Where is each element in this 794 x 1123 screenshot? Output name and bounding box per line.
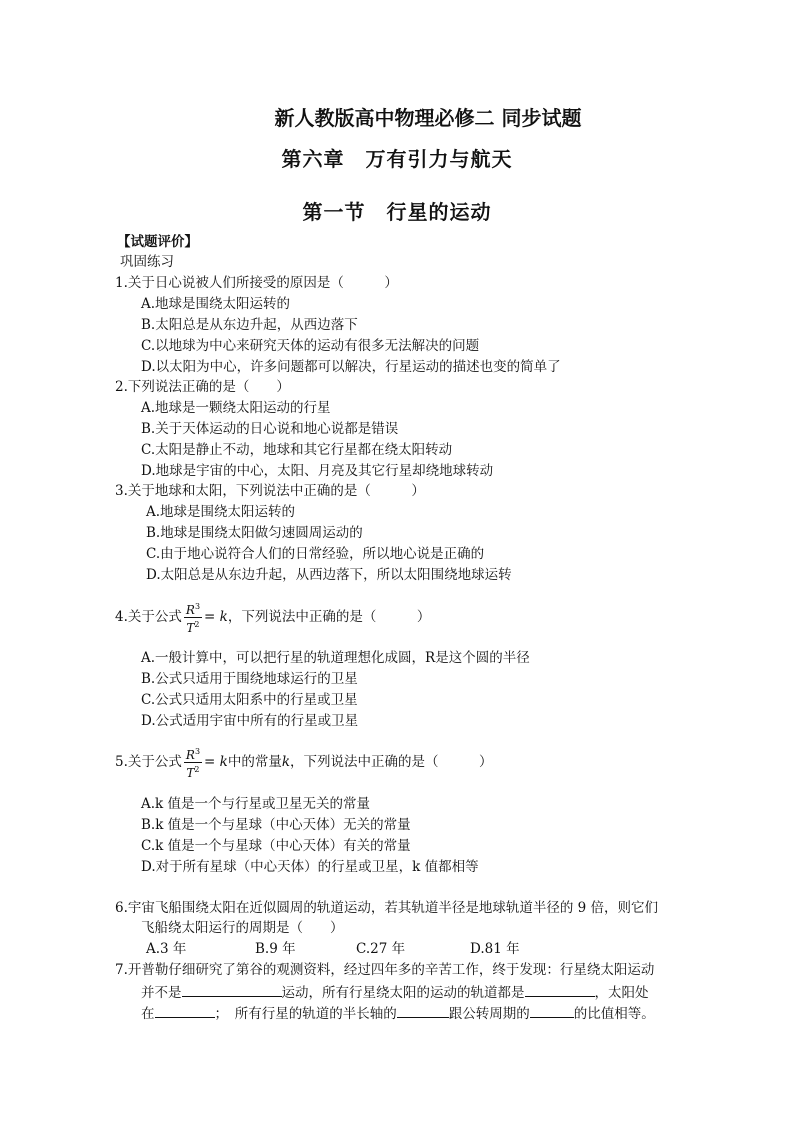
q5-option-c: C.k 值是一个与星球（中心天体）有关的常量 — [141, 838, 411, 854]
q5-option-b: B.k 值是一个与星球（中心天体）无关的常量 — [141, 817, 411, 833]
answer-blank[interactable] — [525, 982, 595, 997]
q6-option-b: B.9 年 — [255, 941, 296, 957]
q4-stem-pre: 4.关于公式 — [115, 609, 182, 625]
q1-stem: 1.关于日心说被人们所接受的原因是（ ） — [115, 275, 398, 291]
q3-option-d: D.太阳总是从东边升起，从西边落下，所以太阳围绕地球运转 — [146, 567, 512, 583]
q2-option-c: C.太阳是静止不动，地球和其它行星都在绕太阳转动 — [141, 442, 453, 458]
doc-title: 新人教版高中物理必修二 同步试题 — [274, 106, 582, 130]
kepler-formula: $\frac{R^3}{T^2}$ — [185, 747, 201, 780]
q1-option-c: C.以地球为中心来研究天体的运动有很多无法解决的问题 — [141, 338, 480, 354]
q6-stem-line1: 6.宇宙飞船围绕太阳在近似圆周的轨道运动，若其轨道半径是地球轨道半径的 9 倍，则它们 — [115, 900, 659, 916]
q3-option-a: A.地球是围绕太阳运转的 — [146, 504, 296, 520]
q4-option-c: C.公式只适用太阳系中的行星或卫星 — [141, 692, 358, 708]
answer-blank[interactable] — [155, 1003, 215, 1018]
answer-blank[interactable] — [397, 1003, 449, 1018]
q4-option-a: A.一般计算中，可以把行星的轨道理想化成圆，R是这个圆的半径 — [141, 650, 530, 666]
q4-stem — [115, 600, 430, 635]
q7-line3: 在 ； 所有行星的轨道的半长轴的 跟公转周期的 的比值相等。 — [141, 1003, 655, 1023]
q2-option-b: B.关于天体运动的日心说和地心说都是错误 — [141, 421, 399, 437]
section-title: 第一节 行星的运动 — [302, 200, 492, 224]
formula-rhs: = k — [204, 754, 228, 770]
q5-stem-post: ，下列说法中正确的是（ ） — [290, 754, 493, 770]
q3-stem: 3.关于地球和太阳，下列说法中正确的是（ ） — [115, 483, 425, 499]
q5-option-d: D.对于所有星球（中心天体）的行星或卫星，k 值都相等 — [141, 859, 479, 875]
q3-option-c: C.由于地心说符合人们的日常经验，所以地心说是正确的 — [146, 546, 485, 562]
q4-option-b: B.公式只适用于围绕地球运行的卫星 — [141, 671, 358, 687]
q5-stem-pre: 5.关于公式 — [115, 754, 182, 770]
q1-option-d: D.以太阳为中心，许多问题都可以解决，行星运动的描述也变的简单了 — [141, 359, 561, 375]
q6-option-a: A.3 年 — [146, 941, 187, 957]
chapter-title: 第六章 万有引力与航天 — [281, 147, 513, 171]
formula-rhs: = k — [204, 609, 228, 625]
q5-stem — [115, 745, 493, 780]
formula-k: k — [281, 754, 291, 770]
eval-label: 【试题评价】 — [117, 234, 198, 250]
q7-line2: 并不是 运动，所有行星绕太阳的运动的轨道都是 ，太阳处 — [141, 982, 649, 1002]
q3-option-b: B.地球是围绕太阳做匀速圆周运动的 — [146, 525, 363, 541]
q1-option-b: B.太阳总是从东边升起，从西边落下 — [141, 317, 358, 333]
q6-stem-line2: 飞船绕太阳运行的周期是（ ） — [141, 920, 344, 936]
q7-line1: 7.开普勒仔细研究了第谷的观测资料，经过四年多的辛苦工作，终于发现：行星绕太阳运动 — [115, 962, 655, 978]
q1-option-a: A.地球是围绕太阳运转的 — [141, 296, 291, 312]
answer-blank[interactable] — [182, 982, 282, 997]
q6-option-c: C.27 年 — [356, 941, 406, 957]
kepler-formula: $\frac{R^3}{T^2}$ — [185, 602, 201, 635]
answer-blank[interactable] — [530, 1003, 574, 1018]
q4-option-d: D.公式适用宇宙中所有的行星或卫星 — [141, 713, 359, 729]
q2-stem: 2.下列说法正确的是（ ） — [115, 379, 290, 395]
q2-option-a: A.地球是一颗绕太阳运动的行星 — [141, 400, 331, 416]
q6-option-d: D.81 年 — [470, 941, 520, 957]
q4-stem-post: ，下列说法中正确的是（ ） — [227, 609, 431, 625]
q2-option-d: D.地球是宇宙的中心，太阳、月亮及其它行星却绕地球转动 — [141, 463, 494, 479]
q5-option-a: A.k 值是一个与行星或卫星无关的常量 — [141, 796, 371, 812]
q5-stem-mid: 中的常量 — [227, 754, 282, 770]
sub-label: 巩固练习 — [120, 254, 174, 270]
